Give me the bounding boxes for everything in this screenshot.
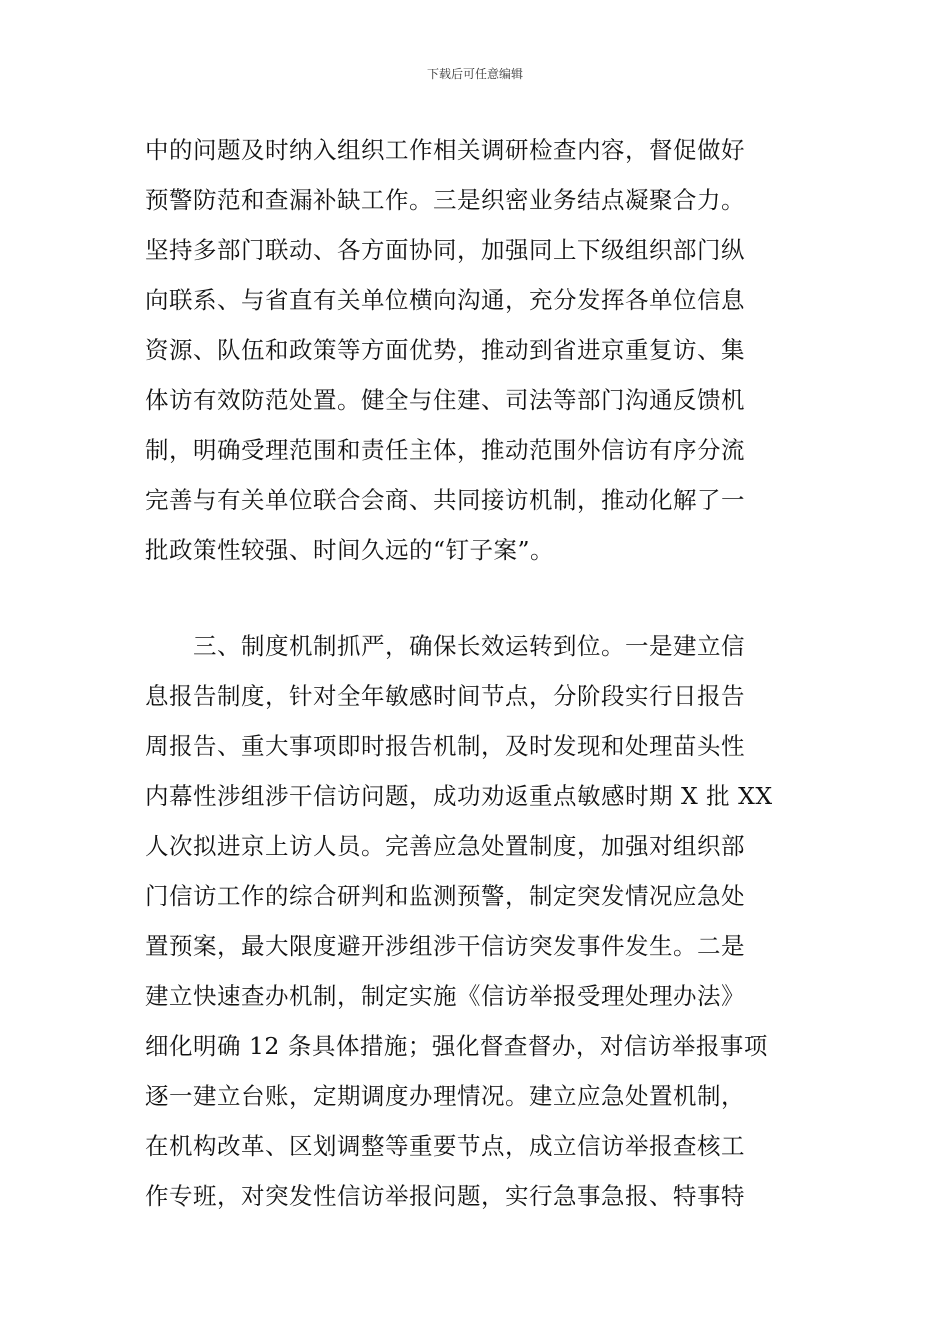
page-header: 下载后可任意编辑 (426, 67, 523, 81)
text-line: 内幕性涉组涉干信访问题，成功劝返重点敏感时期 X 批 XX (145, 782, 773, 810)
text-line: 制，明确受理范围和责任主体，推动范围外信访有序分流 (145, 436, 745, 464)
text-line: 三、制度机制抓严，确保长效运转到位。一是建立信 (145, 632, 745, 660)
text-line: 门信访工作的综合研判和监测预警，制定突发情况应急处 (145, 882, 745, 910)
text-line: 逐一建立台账，定期调度办理情况。建立应急处置机制， (145, 1082, 745, 1110)
text-line: 批政策性较强、时间久远的“钉子案”。 (145, 536, 555, 564)
text-line: 周报告、重大事项即时报告机制，及时发现和处理苗头性 (145, 732, 745, 760)
text-line: 息报告制度，针对全年敏感时间节点，分阶段实行日报告 (145, 682, 745, 710)
paragraph-continuation (145, 125, 810, 575)
text-line: 置预案，最大限度避开涉组涉干信访突发事件发生。二是 (145, 932, 745, 960)
text-line: 完善与有关单位联合会商、共同接访机制，推动化解了一 (145, 486, 745, 514)
text-line: 细化明确 12 条具体措施；强化督查督办，对信访举报事项 (145, 1032, 768, 1060)
text-line: 坚持多部门联动、各方面协同，加强同上下级组织部门纵 (145, 236, 745, 264)
text-line: 向联系、与省直有关单位横向沟通，充分发挥各单位信息 (145, 286, 745, 314)
text-line: 在机构改革、区划调整等重要节点，成立信访举报查核工 (145, 1132, 745, 1160)
text-line: 作专班，对突发性信访举报问题，实行急事急报、特事特 (145, 1182, 745, 1210)
text-line: 预警防范和查漏补缺工作。三是织密业务结点凝聚合力。 (145, 186, 745, 214)
text-line: 体访有效防范处置。健全与住建、司法等部门沟通反馈机 (145, 386, 745, 414)
text-line: 资源、队伍和政策等方面优势，推动到省进京重复访、集 (145, 336, 745, 364)
paragraph-section-three (145, 621, 810, 1221)
text-line: 人次拟进京上访人员。完善应急处置制度，加强对组织部 (145, 832, 745, 860)
text-line: 中的问题及时纳入组织工作相关调研检查内容，督促做好 (145, 136, 745, 164)
text-line: 建立快速查办机制，制定实施《信访举报受理处理办法》 (145, 982, 745, 1010)
